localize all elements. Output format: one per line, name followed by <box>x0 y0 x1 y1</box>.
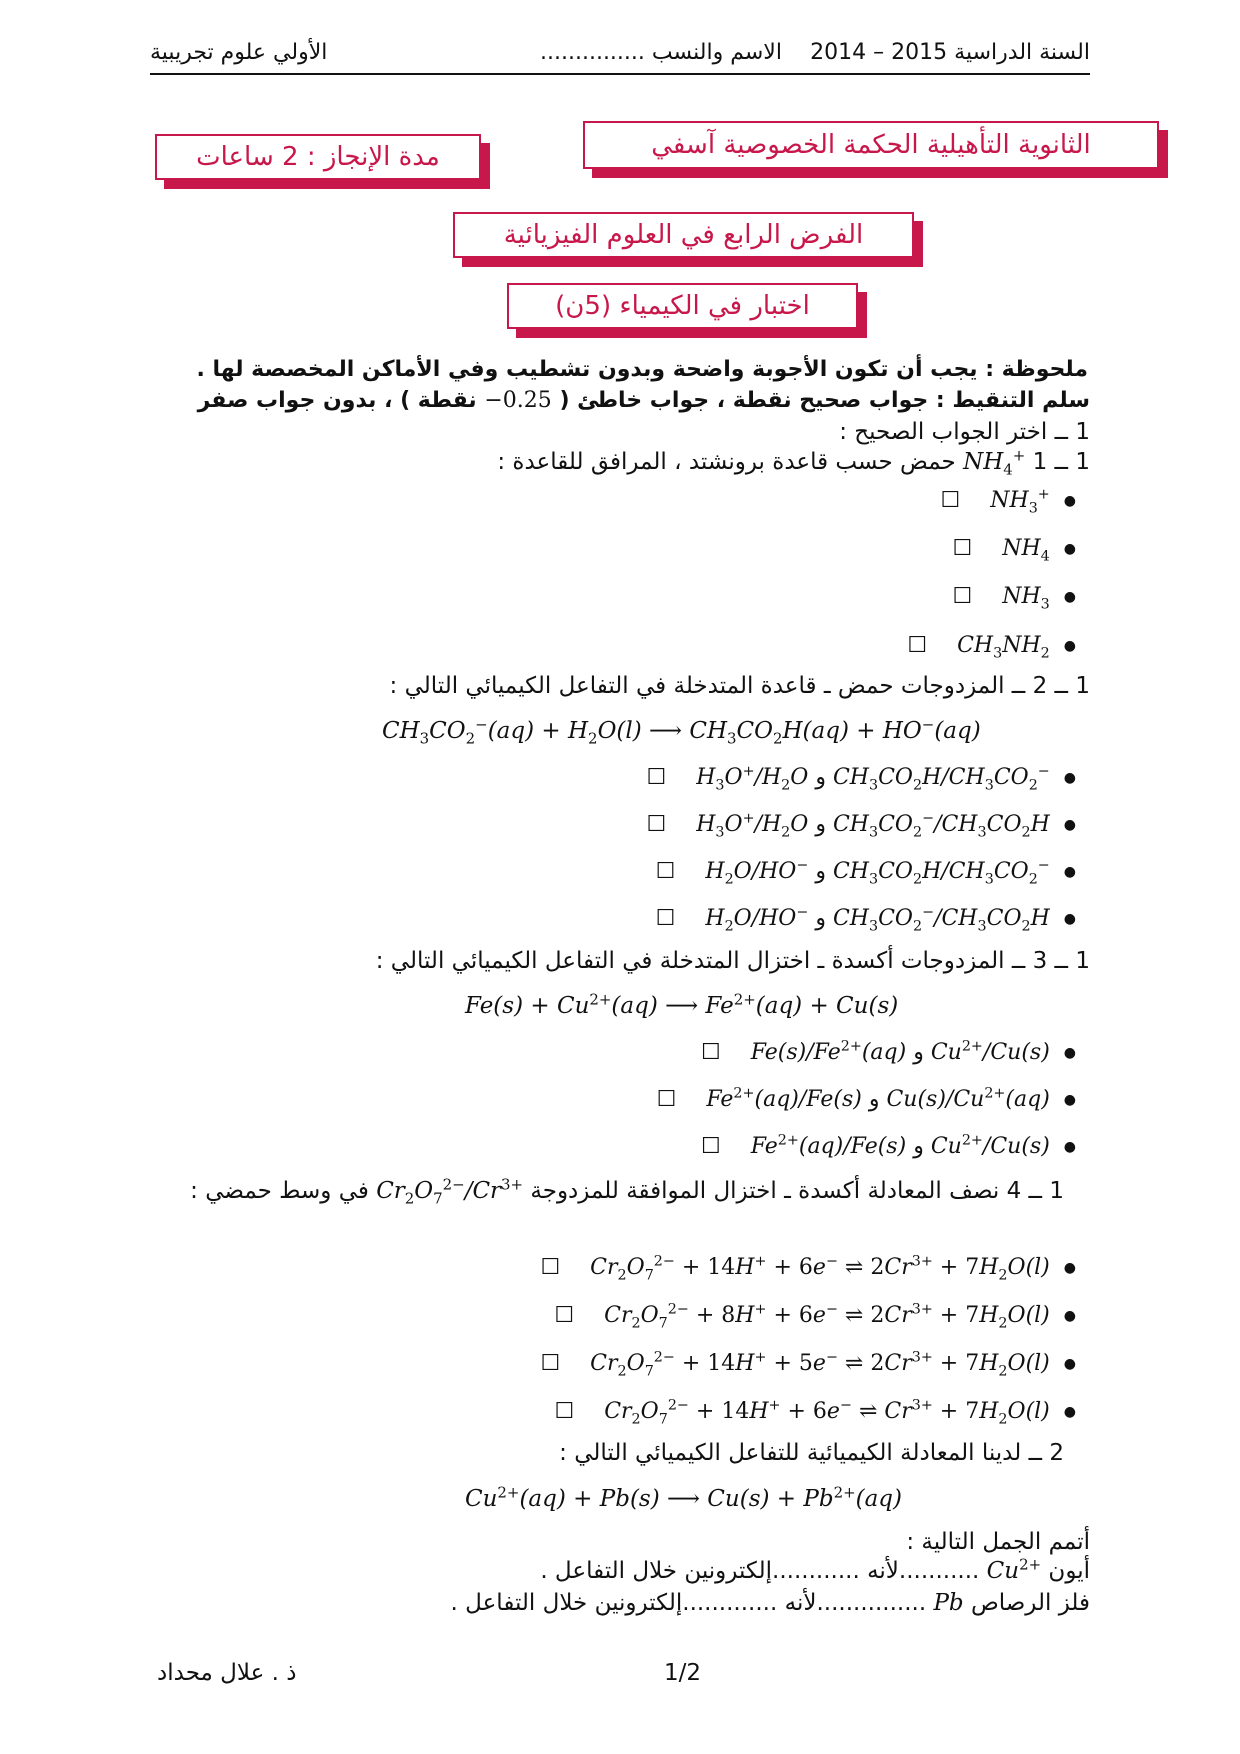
q1-4-option-d[interactable]: ☐ $Cr_2O_7^{2-} + 14H^+ + 6e^-$ ⇌ $Cr^{3+} + 7H_2O(l)$ ● <box>554 1397 1076 1428</box>
checkbox[interactable]: ☐ <box>952 584 973 609</box>
checkbox[interactable]: ☐ <box>700 1134 721 1159</box>
checkbox[interactable]: ☐ <box>940 488 961 513</box>
checkbox[interactable]: ☐ <box>952 536 973 561</box>
bullet: ● <box>1063 1356 1076 1372</box>
bullet: ● <box>1063 493 1076 509</box>
q1-3-text: 1 ــ 3 ــ المزدوجات أكسدة ـ اختزال المتدخلة في التفاعل الكيميائي التالي : <box>375 948 1090 974</box>
bullet: ● <box>1063 1404 1076 1420</box>
duration-box: مدة الإنجاز : 2 ساعات <box>155 134 481 180</box>
bullet: ● <box>1063 770 1076 786</box>
bullet: ● <box>1063 638 1076 654</box>
q1-1-option-d[interactable]: ☐ $CH_3NH_2$ ● <box>907 633 1076 662</box>
header-rule <box>150 73 1090 75</box>
bullet: ● <box>1063 1045 1076 1061</box>
q1-2-option-a[interactable]: ☐ $H_3O^+/H_2O$ و $CH_3CO_2H/CH_3CO_2^-$ ● <box>646 763 1076 794</box>
footer-author: ذ . علال محداد <box>157 1660 297 1686</box>
checkbox[interactable]: ☐ <box>554 1399 575 1424</box>
q2-sentence-1[interactable]: أيون $Cu^{2+}$ ...........لأنه ............إلكترونين خلال التفاعل . <box>540 1555 1090 1584</box>
bullet: ● <box>1063 1139 1076 1155</box>
q2-equation: $Cu^{2+}(aq) + Pb(s)$ ⟶ $Cu(s) + Pb^{2+}(aq)$ <box>465 1483 903 1512</box>
checkbox[interactable]: ☐ <box>646 812 667 837</box>
bullet: ● <box>1063 1092 1076 1108</box>
class-level: الأولي علوم تجريبية <box>150 40 328 65</box>
checkbox[interactable]: ☐ <box>655 906 676 931</box>
q2-sentence-2[interactable]: فلز الرصاص Pb ...............لأنه .............إلكترونين خلال التفاعل . <box>450 1590 1090 1616</box>
q1-3-equation: $Fe(s) + Cu^{2+}(aq)$ ⟶ $Fe^{2+}(aq) + Cu(s)$ <box>465 990 899 1019</box>
bullet: ● <box>1063 1308 1076 1324</box>
grading-scale: سلم التنقيط : جواب صحيح نقطة ، جواب خاطئ ( −0.25 نقطة ) ، بدون جواب صفر <box>197 388 1090 413</box>
q1-2-text: 1 ــ 2 ــ المزدوجات حمض ـ قاعدة المتدخلة في التفاعل الكيميائي التالي : <box>389 673 1090 699</box>
q1-1-text: 1 ــ 1 $NH_4^+$ حمض حسب قاعدة برونشتد ، المرافق للقاعدة : <box>497 446 1090 479</box>
checkbox[interactable]: ☐ <box>540 1255 561 1280</box>
bullet: ● <box>1063 911 1076 927</box>
q1-title: 1 ــ اختر الجواب الصحيح : <box>839 419 1090 445</box>
bullet: ● <box>1063 817 1076 833</box>
bullet: ● <box>1063 589 1076 605</box>
q1-2-option-b[interactable]: ☐ $H_3O^+/H_2O$ و $CH_3CO_2^-/CH_3CO_2H$ ● <box>646 810 1076 841</box>
q1-2-option-c[interactable]: ☐ $H_2O/HO^-$ و $CH_3CO_2H/CH_3CO_2^-$ ● <box>655 857 1076 888</box>
q1-2-equation: $CH_3CO_2^-(aq) + H_2O(l)$ ⟶ $CH_3CO_2H(aq) + HO^-(aq)$ <box>382 715 981 748</box>
q1-4-text: 1 ــ 4 نصف المعادلة أكسدة ـ اختزال الموافقة للمزدوجة $Cr_2O_7^{2-}/Cr^{3+}$ في وسط حمضي : <box>190 1175 1064 1208</box>
checkbox[interactable]: ☐ <box>655 859 676 884</box>
q1-1-option-c[interactable]: ☐ $NH_3$ ● <box>952 584 1076 613</box>
checkbox[interactable]: ☐ <box>554 1303 575 1328</box>
q1-3-option-b[interactable]: ☐ $Fe^{2+}(aq)/Fe(s)$ و $Cu(s)/Cu^{2+}(aq)$ ● <box>656 1085 1076 1112</box>
checkbox[interactable]: ☐ <box>656 1087 677 1112</box>
q1-4-option-b[interactable]: ☐ $Cr_2O_7^{2-} + 8H^+ + 6e^-$ ⇌ $2Cr^{3+} + 7H_2O(l)$ ● <box>554 1301 1076 1332</box>
bullet: ● <box>1063 541 1076 557</box>
q2-title: 2 ــ لدينا المعادلة الكيميائية للتفاعل الكيميائي التالي : <box>559 1440 1064 1466</box>
checkbox[interactable]: ☐ <box>540 1351 561 1376</box>
remark-note: ملحوظة : يجب أن تكون الأجوبة واضحة وبدون تشطيب وفي الأماكن المخصصة لها . <box>196 357 1088 382</box>
exam-title-box: الفرض الرابع في العلوم الفيزيائية <box>453 212 914 258</box>
school-box: الثانوية التأهيلية الحكمة الخصوصية آسفي <box>583 121 1159 169</box>
q1-3-option-a[interactable]: ☐ $Fe(s)/Fe^{2+}(aq)$ و $Cu^{2+}/Cu(s)$ ● <box>700 1038 1076 1065</box>
section-title-box: اختبار في الكيمياء (5ن) <box>507 283 858 329</box>
q1-3-option-c[interactable]: ☐ $Fe^{2+}(aq)/Fe(s)$ و $Cu^{2+}/Cu(s)$ ● <box>700 1132 1076 1159</box>
q1-4-option-c[interactable]: ☐ $Cr_2O_7^{2-} + 14H^+ + 5e^-$ ⇌ $2Cr^{3+} + 7H_2O(l)$ ● <box>540 1349 1076 1380</box>
school-year: السنة الدراسية 2015 – 2014 <box>810 40 1090 65</box>
bullet: ● <box>1063 864 1076 880</box>
checkbox[interactable]: ☐ <box>700 1040 721 1065</box>
q1-2-option-d[interactable]: ☐ $H_2O/HO^-$ و $CH_3CO_2^-/CH_3CO_2H$ ● <box>655 904 1076 935</box>
q2-complete-instruction: أتمم الجمل التالية : <box>906 1529 1090 1555</box>
checkbox[interactable]: ☐ <box>907 633 928 658</box>
bullet: ● <box>1063 1260 1076 1276</box>
page-number: 1/2 <box>664 1660 702 1686</box>
checkbox[interactable]: ☐ <box>646 765 667 790</box>
q1-1-option-a[interactable]: ☐ $NH_3^+$ ● <box>940 486 1076 517</box>
q1-1-option-b[interactable]: ☐ $NH_4$ ● <box>952 536 1076 565</box>
q1-4-option-a[interactable]: ☐ $Cr_2O_7^{2-} + 14H^+ + 6e^-$ ⇌ $2Cr^{3+} + 7H_2O(l)$ ● <box>540 1253 1076 1284</box>
student-name-field[interactable]: الاسم والنسب ............... <box>540 40 782 65</box>
